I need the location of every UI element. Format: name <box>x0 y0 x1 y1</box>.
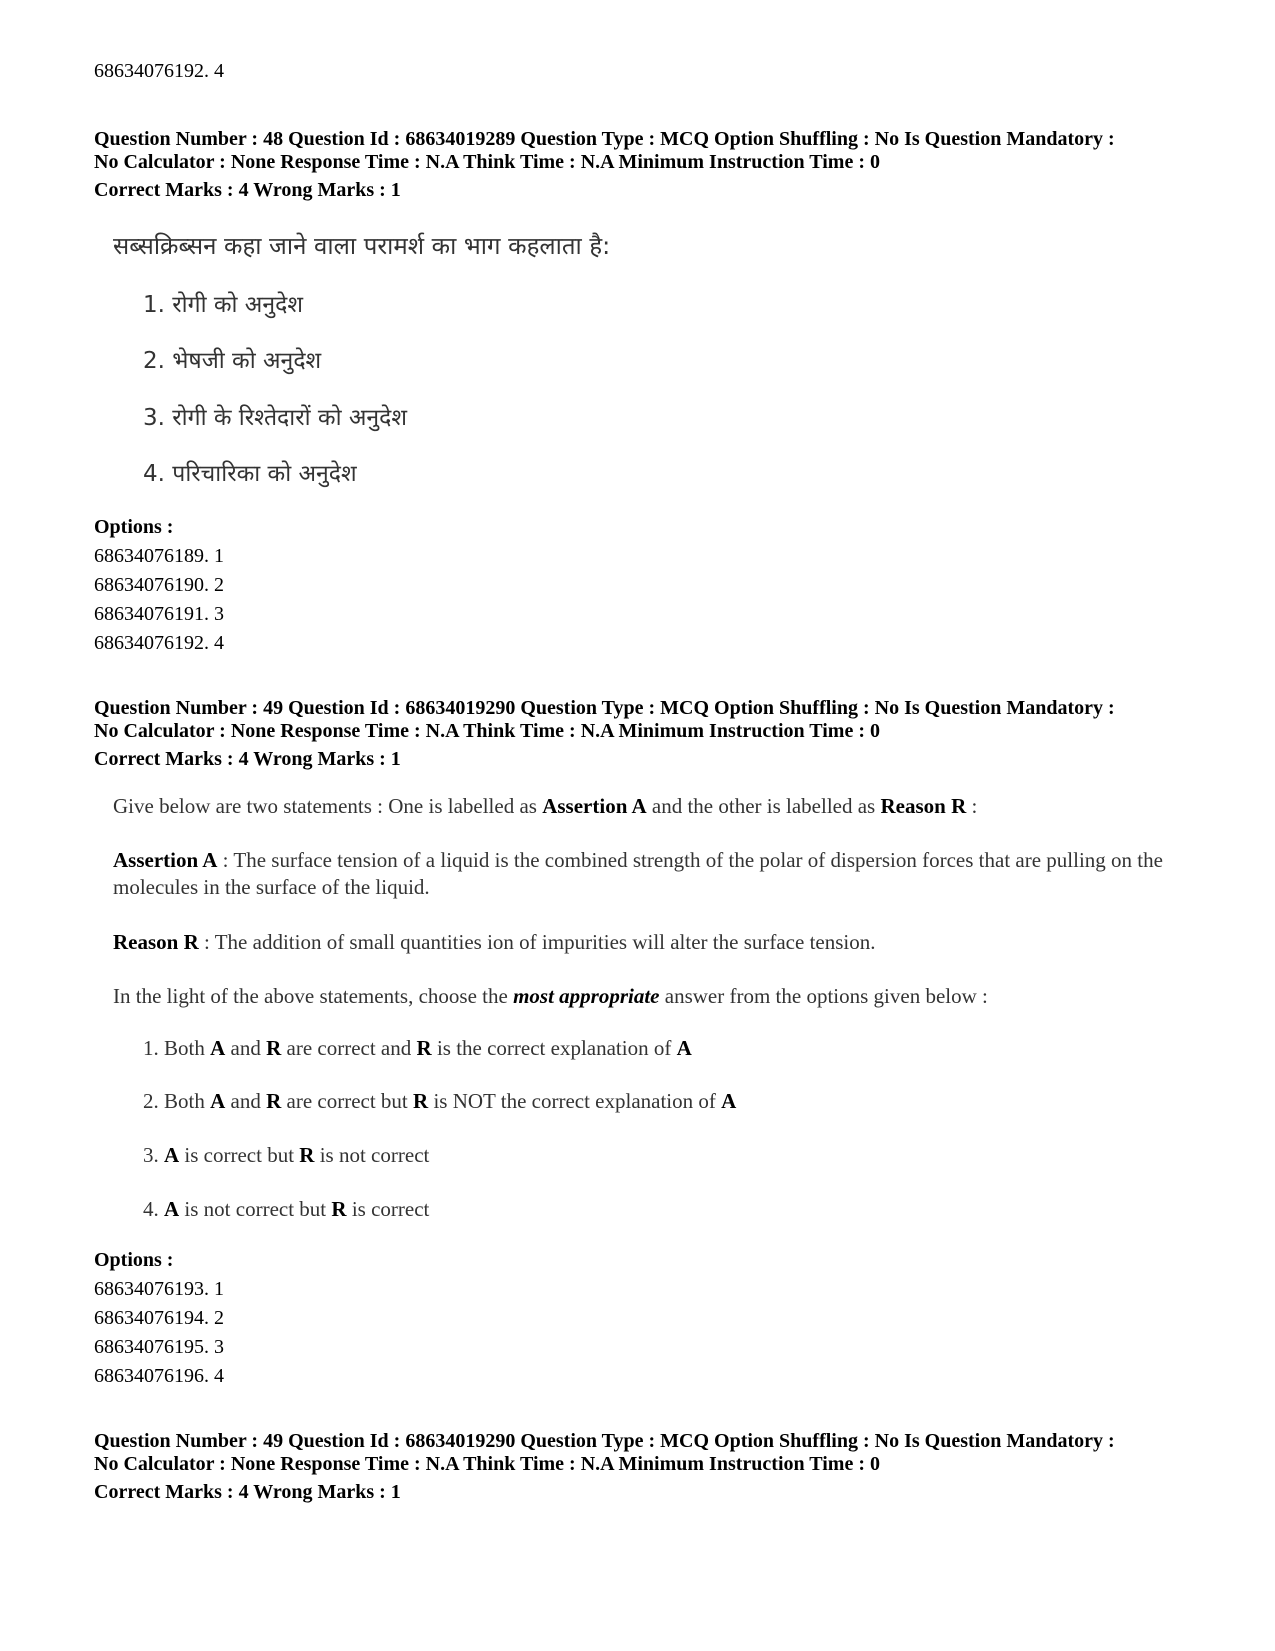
choice-item: 4. A is not correct but R is correct <box>143 1197 430 1221</box>
option-id: 68634076190. 2 <box>94 574 224 596</box>
choice-item: 3. A is correct but R is not correct <box>143 1143 430 1167</box>
assertion-statement: Assertion A : The surface tension of a liquid is the combined strength of the polar of dispersion forces that are pulling on the molecules in the surface of the liquid. <box>113 848 1163 899</box>
question-meta: Question Number : 48 Question Id : 68634019289 Question Type : MCQ Option Shuffling : No Is Question Mandatory : <box>94 128 1115 150</box>
question-marks: Correct Marks : 4 Wrong Marks : 1 <box>94 748 401 770</box>
question-stem: सब्सक्रिब्सन कहा जाने वाला परामर्श का भाग कहलाता है: <box>113 232 611 260</box>
question-marks: Correct Marks : 4 Wrong Marks : 1 <box>94 1481 401 1503</box>
question-meta: Question Number : 49 Question Id : 68634019290 Question Type : MCQ Option Shuffling : No Is Question Mandatory : <box>94 697 1115 719</box>
choice-item: 1. रोगी को अनुदेश <box>143 292 303 318</box>
question-marks: Correct Marks : 4 Wrong Marks : 1 <box>94 179 401 201</box>
choice-item: 2. Both A and R are correct but R is NOT the correct explanation of A <box>143 1089 737 1113</box>
question-meta: Question Number : 49 Question Id : 68634019290 Question Type : MCQ Option Shuffling : No Is Question Mandatory : <box>94 1430 1115 1452</box>
option-id: 68634076195. 3 <box>94 1336 224 1358</box>
choice-item: 3. रोगी के रिश्तेदारों को अनुदेश <box>143 405 408 431</box>
options-label: Options : <box>94 516 174 538</box>
choice-item: 4. परिचारिका को अनुदेश <box>143 461 357 487</box>
option-id: 68634076191. 3 <box>94 603 224 625</box>
instruction-text: In the light of the above statements, choose the most appropriate answer from the options given below : <box>113 984 988 1008</box>
choice-item: 2. भेषजी को अनुदेश <box>143 348 322 374</box>
question-meta: No Calculator : None Response Time : N.A Think Time : N.A Minimum Instruction Time : 0 <box>94 720 880 742</box>
option-id: 68634076193. 1 <box>94 1278 224 1300</box>
option-id: 68634076192. 4 <box>94 632 224 654</box>
options-label: Options : <box>94 1249 174 1271</box>
option-id: 68634076194. 2 <box>94 1307 224 1329</box>
reason-statement: Reason R : The addition of small quantities ion of impurities will alter the surface tension. <box>113 930 876 954</box>
statement-intro: Give below are two statements : One is labelled as Assertion A and the other is labelled as Reason R : <box>113 794 978 818</box>
choice-item: 1. Both A and R are correct and R is the correct explanation of A <box>143 1036 692 1060</box>
previous-option: 68634076192. 4 <box>94 60 224 82</box>
option-id: 68634076196. 4 <box>94 1365 224 1387</box>
option-id: 68634076189. 1 <box>94 545 224 567</box>
question-meta: No Calculator : None Response Time : N.A Think Time : N.A Minimum Instruction Time : 0 <box>94 1453 880 1475</box>
question-meta: No Calculator : None Response Time : N.A Think Time : N.A Minimum Instruction Time : 0 <box>94 151 880 173</box>
